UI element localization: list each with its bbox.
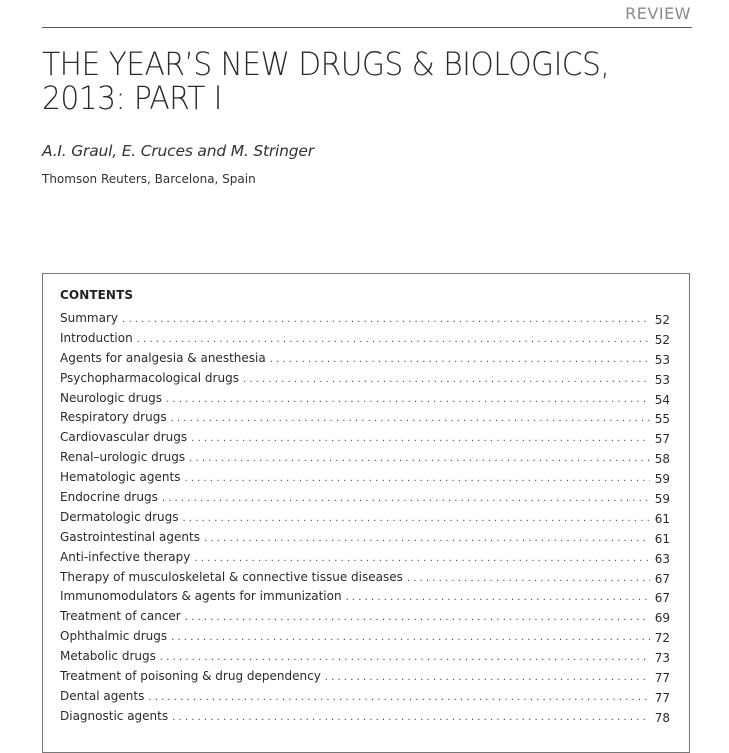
article-title-line-2: 2013: PART I xyxy=(42,79,222,117)
contents-item-introduction[interactable] xyxy=(60,331,670,351)
contents-item-page: 69 xyxy=(654,611,670,626)
contents-item-dermatologic[interactable] xyxy=(60,510,670,530)
contents-item-label: Metabolic drugs xyxy=(60,649,156,664)
contents-item-endocrine[interactable] xyxy=(60,490,670,510)
contents-item-metabolic[interactable] xyxy=(60,649,670,669)
dot-leader xyxy=(184,473,650,484)
dot-leader xyxy=(166,394,650,405)
contents-item-cardiovascular[interactable] xyxy=(60,430,670,450)
dot-leader xyxy=(189,453,650,464)
contents-item-immunomodulators[interactable] xyxy=(60,589,670,609)
contents-item-label: Cardiovascular drugs xyxy=(60,430,188,445)
contents-item-label: Treatment of poisoning & drug dependency xyxy=(60,669,321,684)
contents-item-label: Hematologic agents xyxy=(60,470,181,485)
contents-item-page: 77 xyxy=(654,690,670,705)
contents-item-page: 63 xyxy=(654,551,670,566)
dot-leader xyxy=(194,553,650,564)
contents-item-neurologic[interactable] xyxy=(60,391,670,411)
contents-item-page: 54 xyxy=(654,392,670,407)
contents-item-label: Summary xyxy=(60,311,118,325)
dot-leader xyxy=(183,513,651,524)
contents-item-page: 61 xyxy=(654,531,670,546)
contents-item-cancer[interactable] xyxy=(60,609,670,629)
contents-item-page: 53 xyxy=(654,372,670,387)
contents-item-label: Respiratory drugs xyxy=(60,410,167,425)
contents-item-ophthalmic[interactable] xyxy=(60,629,670,649)
contents-item-page: 59 xyxy=(654,472,670,487)
contents-item-label: Dental agents xyxy=(60,688,145,703)
contents-item-page: 72 xyxy=(654,631,670,646)
dot-leader xyxy=(148,692,650,703)
contents-item-respiratory[interactable] xyxy=(60,410,670,430)
contents-item-page: 52 xyxy=(654,313,670,327)
contents-item-label: Dermatologic drugs xyxy=(60,509,179,524)
article-affiliation: Thomson Reuters, Barcelona, Spain xyxy=(42,172,256,186)
dot-leader xyxy=(185,612,650,623)
dot-leader xyxy=(191,433,650,444)
dot-leader xyxy=(346,592,650,603)
contents-list xyxy=(60,311,670,729)
contents-item-musculoskeletal[interactable] xyxy=(60,570,670,590)
dot-leader xyxy=(270,354,650,365)
contents-item-poisoning[interactable] xyxy=(60,669,670,689)
dot-leader xyxy=(243,374,650,385)
contents-item-analgesia[interactable] xyxy=(60,351,670,371)
dot-leader xyxy=(160,652,650,663)
contents-item-label: Ophthalmic drugs xyxy=(60,629,168,644)
section-label: REVIEW xyxy=(625,4,691,23)
article-authors: A.I. Graul, E. Cruces and M. Stringer xyxy=(42,142,314,160)
contents-item-page: 52 xyxy=(654,332,670,347)
contents-item-label: Introduction xyxy=(60,330,133,345)
contents-item-page: 55 xyxy=(654,412,670,427)
contents-item-label: Gastrointestinal agents xyxy=(60,529,200,544)
contents-item-label: Anti-infective therapy xyxy=(60,549,191,564)
contents-item-label: Treatment of cancer xyxy=(60,609,181,624)
contents-heading: CONTENTS xyxy=(60,288,134,302)
contents-item-renal-urologic[interactable] xyxy=(60,450,670,470)
contents-item-hematologic[interactable] xyxy=(60,470,670,490)
dot-leader xyxy=(204,533,650,544)
contents-item-page: 58 xyxy=(654,452,670,467)
contents-item-diagnostic[interactable] xyxy=(60,709,670,729)
article-title xyxy=(42,47,656,115)
contents-item-page: 73 xyxy=(654,651,670,666)
dot-leader xyxy=(162,493,650,504)
contents-item-label: Diagnostic agents xyxy=(60,708,169,723)
header-rule xyxy=(42,27,692,28)
contents-box xyxy=(42,273,690,753)
contents-item-page: 53 xyxy=(654,352,670,367)
contents-item-anti-infective[interactable] xyxy=(60,550,670,570)
contents-item-label: Psychopharmacological drugs xyxy=(60,370,239,385)
article-title-line-1: THE YEAR’S NEW DRUGS & BIOLOGICS, xyxy=(42,45,610,83)
dot-leader xyxy=(407,573,650,584)
contents-item-page: 61 xyxy=(654,511,670,526)
contents-item-page: 67 xyxy=(654,571,670,586)
contents-item-label: Therapy of musculoskeletal & connective tissue diseases xyxy=(60,569,403,584)
dot-leader xyxy=(122,314,650,325)
dot-leader xyxy=(325,672,650,683)
contents-item-summary[interactable] xyxy=(60,311,670,331)
contents-item-gastrointestinal[interactable] xyxy=(60,530,670,550)
contents-item-page: 59 xyxy=(654,492,670,507)
contents-item-psychopharmacological[interactable] xyxy=(60,371,670,391)
dot-leader xyxy=(171,632,650,643)
dot-leader xyxy=(137,334,650,345)
dot-leader xyxy=(172,712,650,723)
contents-item-label: Endocrine drugs xyxy=(60,490,158,505)
contents-item-label: Renal–urologic drugs xyxy=(60,450,186,465)
contents-item-page: 67 xyxy=(654,591,670,606)
dot-leader xyxy=(171,413,650,424)
contents-item-label: Neurologic drugs xyxy=(60,390,163,405)
contents-item-page: 57 xyxy=(654,432,670,447)
contents-item-page: 77 xyxy=(654,671,670,686)
contents-item-label: Immunomodulators & agents for immunization xyxy=(60,589,342,604)
contents-item-page: 78 xyxy=(654,710,670,725)
contents-item-dental[interactable] xyxy=(60,689,670,709)
contents-item-label: Agents for analgesia & anesthesia xyxy=(60,350,266,365)
